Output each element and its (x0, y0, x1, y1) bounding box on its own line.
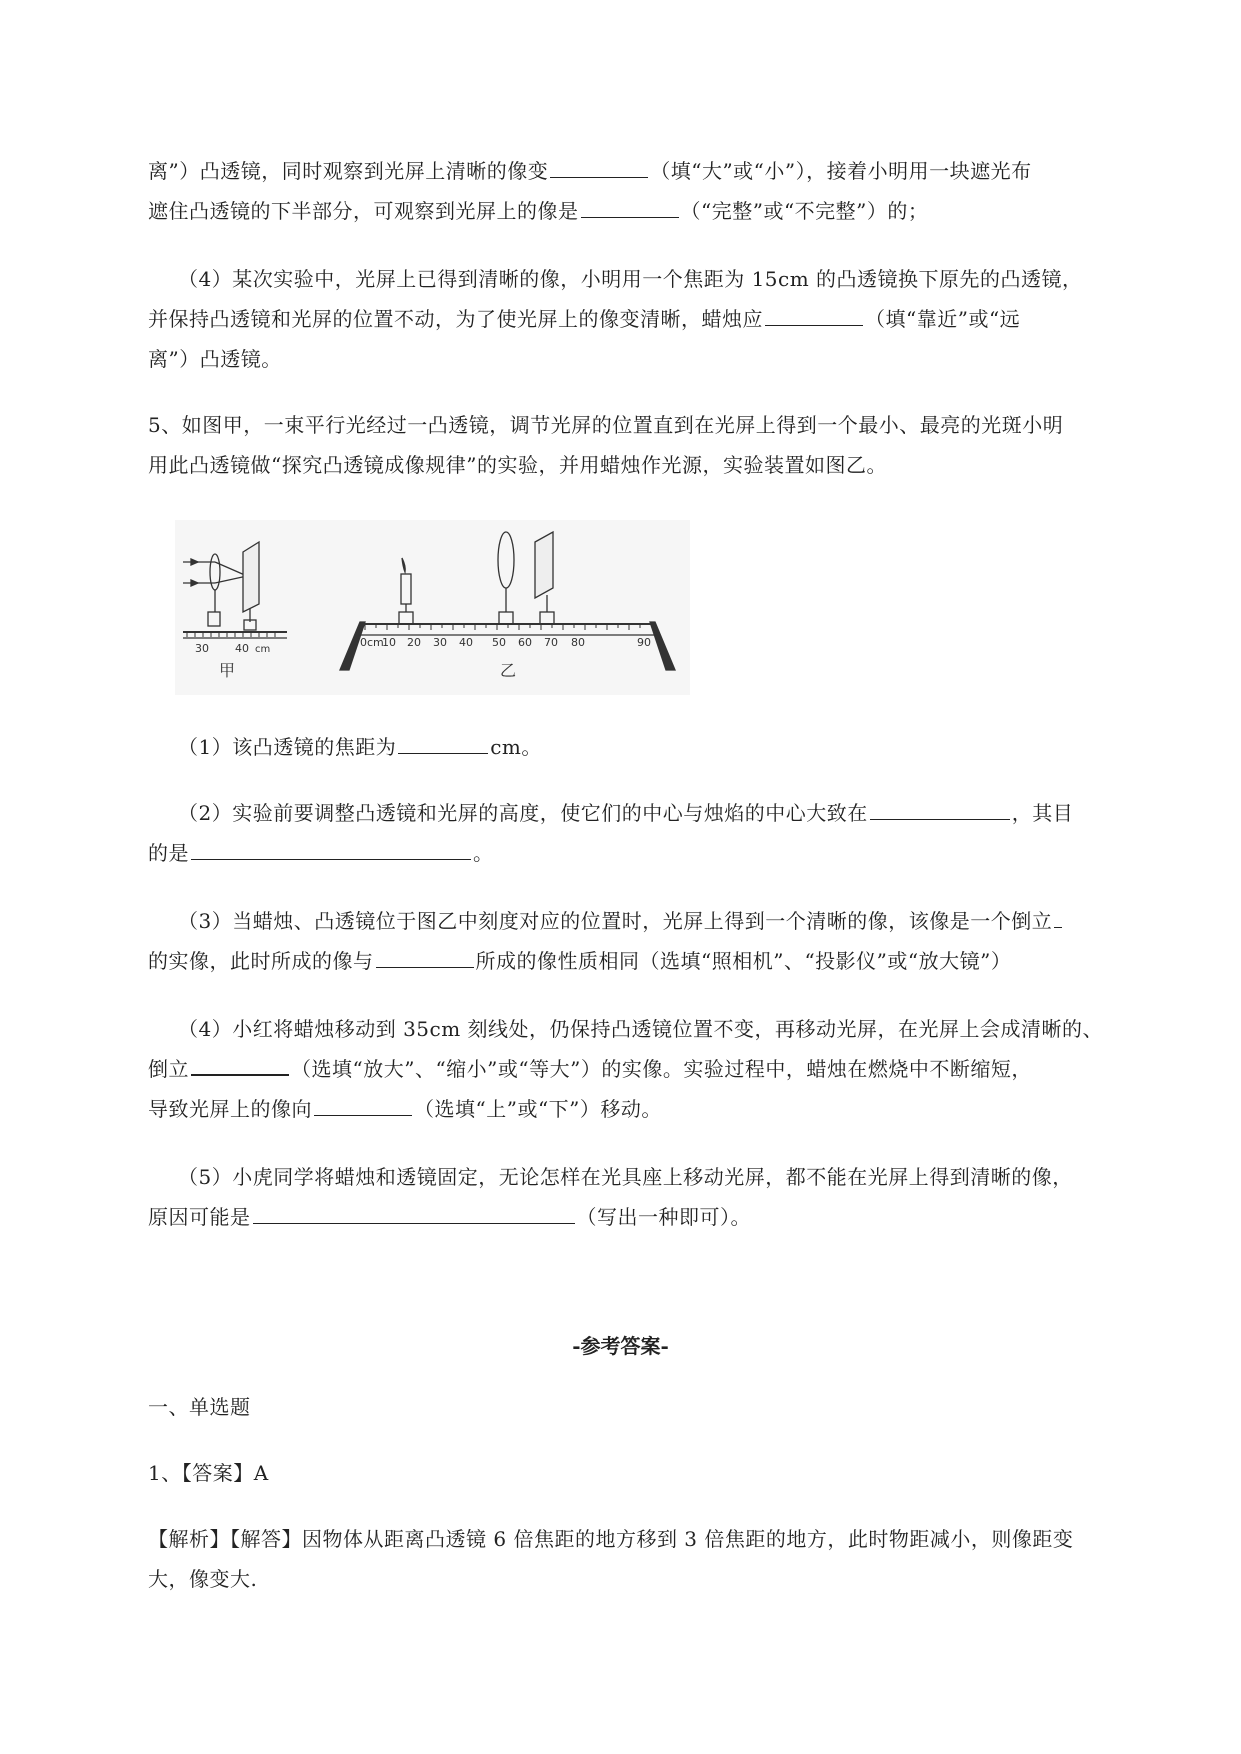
figure-label-jia: 甲 (219, 661, 236, 680)
text: 离”）凸透镜，同时观察到光屏上清晰的像变 (148, 159, 549, 183)
answer-blank[interactable] (870, 799, 1010, 820)
q5-intro-2 (148, 450, 887, 480)
jia-tick-30: 30 (195, 642, 209, 655)
yi-tick-10: 10 (382, 636, 396, 649)
q5-intro-1 (148, 410, 1063, 440)
answer-blank[interactable] (191, 1054, 289, 1076)
text: （4）某次实验中，光屏上已得到清晰的像，小明用一个焦距为 15cm 的凸透镜换下原先的凸透镜， (178, 267, 1083, 291)
text: （选填“放大”、“缩小”或“等大”）的实像。实验过程中，蜡烛在燃烧中不断缩短， (291, 1057, 1032, 1081)
text: （写出一种即可）。 (576, 1205, 751, 1229)
q4-part4-line-3 (148, 344, 282, 374)
yi-tick-40: 40 (459, 636, 473, 649)
yi-tick-50: 50 (492, 636, 506, 649)
yi-tick-0: 0cm (360, 636, 384, 649)
text: （4）小红将蜡烛移动到 35cm 刻线处，仍保持凸透镜位置不变，再移动光屏，在光屏上会成清晰的、 (178, 1017, 1104, 1041)
answer-1: 1、【答案】A (148, 1461, 269, 1485)
yi-tick-20: 20 (407, 636, 421, 649)
yi-tick-60: 60 (518, 636, 532, 649)
text: cm。 (490, 735, 542, 759)
yi-tick-70: 70 (544, 636, 558, 649)
text: （3）当蜡烛、凸透镜位于图乙中刻度对应的位置时，光屏上得到一个清晰的像，该像是一个倒立 (178, 909, 1053, 933)
text: 的实像，此时所成的像与 (148, 949, 374, 973)
text: 所成的像性质相同（选填“照相机”、“投影仪”或“放大镜”） (475, 949, 1012, 973)
text: （选填“上”或“下”）移动。 (414, 1097, 662, 1121)
answer-blank[interactable] (1054, 907, 1062, 928)
text: （填“靠近”或“远 (865, 307, 1021, 331)
q4-line-1 (148, 156, 1032, 186)
yi-tick-80: 80 (571, 636, 585, 649)
text: （1）该凸透镜的焦距为 (178, 735, 397, 759)
answer-blank[interactable] (253, 1203, 575, 1224)
q5-s1 (178, 732, 542, 762)
q5-s2-line-1 (178, 798, 1073, 828)
q5-s5-line-1 (178, 1162, 1073, 1192)
text: （2）实验前要调整凸透镜和光屏的高度，使它们的中心与烛焰的中心大致在 (178, 801, 868, 825)
text: 倒立 (148, 1057, 189, 1081)
explanation-line-1: 【解析】【解答】因物体从距离凸透镜 6 倍焦距的地方移到 3 倍焦距的地方，此时物距减小，则像距变 (148, 1527, 1074, 1551)
explanation-line-2: 大，像变大. (148, 1567, 258, 1591)
q4-line-2 (148, 196, 928, 226)
answer-blank[interactable] (314, 1095, 412, 1116)
answers-title: -参考答案- (572, 1334, 669, 1358)
answer-blank[interactable] (765, 305, 863, 326)
jia-tick-40: 40 (235, 642, 249, 655)
text: 并保持凸透镜和光屏的位置不动，为了使光屏上的像变清晰，蜡烛应 (148, 307, 763, 331)
text: 原因可能是 (148, 1205, 251, 1229)
answer-blank[interactable] (398, 733, 488, 754)
answer-blank[interactable] (550, 157, 648, 178)
text: （“完整”或“不完整”）的； (680, 199, 929, 223)
text: 的是 (148, 841, 189, 865)
q5-s4-line-2 (148, 1054, 1032, 1084)
q4-part4-line-2 (148, 304, 1020, 334)
experiment-figure (175, 520, 690, 695)
text: 。 (473, 841, 494, 865)
answers-section-heading: 一、单选题 (148, 1395, 251, 1419)
answer-blank[interactable] (581, 197, 679, 218)
jia-tick-unit: cm (255, 644, 271, 655)
figure-label-yi: 乙 (500, 661, 517, 680)
q5-s3-line-1 (178, 906, 1064, 936)
text: 用此凸透镜做“探究凸透镜成像规律”的实验，并用蜡烛作光源，实验装置如图乙。 (148, 453, 887, 477)
yi-tick-90: 90 (637, 636, 651, 649)
text: （填“大”或“小”），接着小明用一块遮光布 (650, 159, 1032, 183)
q5-s4-line-1 (178, 1014, 1103, 1044)
text: 5、如图甲，一束平行光经过一凸透镜，调节光屏的位置直到在光屏上得到一个最小、最亮的光斑小明 (148, 413, 1064, 437)
q4-part4-line-1 (178, 264, 1083, 294)
q5-s5-line-2 (148, 1202, 751, 1232)
text: 遮住凸透镜的下半部分，可观察到光屏上的像是 (148, 199, 579, 223)
text: （5）小虎同学将蜡烛和透镜固定，无论怎样在光具座上移动光屏，都不能在光屏上得到清晰的像， (178, 1165, 1073, 1189)
text: 离”）凸透镜。 (148, 347, 282, 371)
text: ，其目 (1011, 801, 1074, 825)
text: 导致光屏上的像向 (148, 1097, 312, 1121)
q5-s2-line-2 (148, 838, 494, 868)
answer-blank[interactable] (376, 947, 474, 968)
answer-blank[interactable] (191, 839, 471, 860)
q5-s3-line-2 (148, 946, 1011, 976)
yi-tick-30: 30 (433, 636, 447, 649)
q5-s4-line-3 (148, 1094, 662, 1124)
